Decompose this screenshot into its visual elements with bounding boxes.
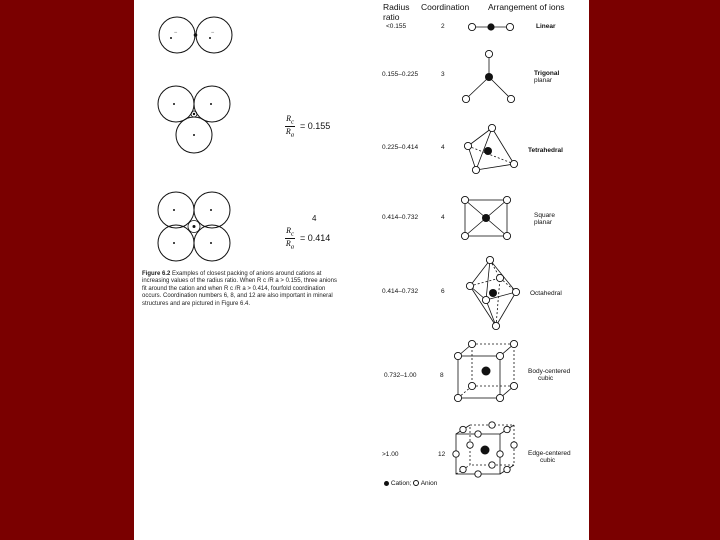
ratio-trigonal: 0.155–0.225 — [382, 71, 419, 78]
packing-diagram-trigonal — [134, 80, 264, 170]
structure-edge-centered-cubic — [448, 420, 528, 482]
ratio-ecc: >1.00 — [382, 451, 399, 458]
structure-trigonal — [454, 44, 514, 106]
label-octahedral: Octahedral — [530, 290, 562, 297]
packing-diagram-linear — [134, 0, 254, 80]
label-body-centered-cubic: Body-centered cubic — [528, 368, 571, 382]
header-coordination: Coordination — [421, 2, 470, 12]
label-edge-centered-cubic: Edge-centered cubic — [528, 450, 571, 464]
structure-body-centered-cubic — [450, 338, 526, 412]
coord-trigonal: 3 — [441, 71, 445, 78]
caption-text: Examples of closest packing of anions around cations at increasing values of the radius ratio. When R c /R a > 0.155, three anions fit around the cation and when R c /R a > 0.414, fourfold coordination occurs. Coordination numbers 6, 8, and 12 are also important in mineral structures and are pictured in Figure 6.4. — [142, 271, 337, 307]
svg-text:−: − — [174, 30, 178, 36]
ratio-value-1: = 0.155 — [300, 121, 331, 131]
structure-square-planar — [456, 192, 520, 246]
anion-legend-icon — [413, 480, 419, 486]
coord-tetrahedral: 4 — [441, 144, 445, 151]
cation-legend-icon — [384, 481, 389, 486]
ratio-linear: <0.155 — [386, 23, 407, 30]
label-linear: Linear — [536, 23, 556, 30]
coord-octahedral: 6 — [441, 288, 445, 295]
ratio-bcc: 0.732–1.00 — [384, 372, 417, 379]
figure-caption — [142, 271, 342, 308]
ratio-fraction-2: $R_c$ $R_a$ — [285, 226, 295, 251]
coord-linear: 2 — [441, 23, 445, 30]
legend-cation: Cation; — [390, 480, 412, 487]
legend-anion: Anion — [420, 480, 438, 487]
label-square-planar: Square planar — [534, 212, 555, 226]
structure-linear — [464, 18, 534, 38]
legend — [384, 480, 437, 487]
side-mark: 4 — [312, 214, 317, 223]
coord-ecc: 12 — [438, 451, 446, 458]
caption-label: Figure 6.2 — [142, 271, 171, 277]
label-tetrahedral: Tetrahedral — [528, 147, 563, 154]
textbook-page — [134, 0, 589, 540]
header-ratio-sub: ratio — [383, 12, 400, 22]
ratio-octahedral: 0.414–0.732 — [382, 288, 419, 295]
structure-octahedral — [456, 252, 528, 334]
coord-square: 4 — [441, 214, 445, 221]
svg-text:−: − — [211, 30, 215, 36]
label-trigonal: Trigonal planar — [534, 70, 560, 84]
header-radius-ratio: Radius — [383, 2, 410, 12]
ratio-tetrahedral: 0.225–0.414 — [382, 144, 419, 151]
ratio-value-2: = 0.414 — [300, 233, 331, 243]
packing-diagram-square — [134, 183, 264, 268]
coord-bcc: 8 — [440, 372, 444, 379]
header-arrangement: Arrangement of ions — [488, 2, 565, 12]
ratio-fraction-1: $R_c$ $R_a$ — [285, 114, 295, 139]
ratio-square: 0.414–0.732 — [382, 214, 419, 221]
structure-tetrahedral — [454, 118, 526, 180]
